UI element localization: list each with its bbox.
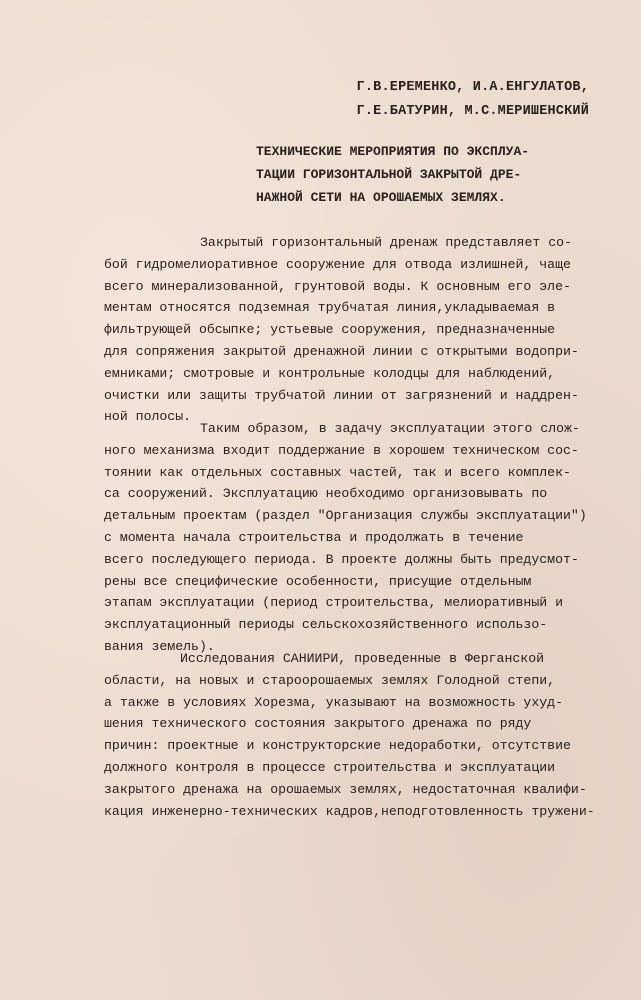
paragraph-2 (104, 418, 604, 658)
paragraph-line: детальным проектам (раздел "Организация службы эксплуатации") (104, 508, 587, 524)
paragraph-line: а также в условиях Хорезма, указывают на возможность ухуд- (104, 694, 563, 710)
paragraph-line: рены все специфические особенности, присущие отдельным (104, 573, 532, 589)
authors-line-1: Г.В.ЕРЕМЕНКО, И.А.ЕНГУЛАТОВ, (356, 80, 589, 95)
paragraph-line: тоянии как отдельных составных частей, так и всего комплек- (104, 464, 571, 480)
paragraph-line: Закрытый горизонтальный дренаж представляет со- (200, 235, 572, 250)
title-line: ТАЦИИ ГОРИЗОНТАЛЬНОЙ ЗАКРЫТОЙ ДРЕ- (256, 167, 522, 182)
paragraph-line: бой гидромелиоративное сооружение для отвода излишней, чаще (104, 256, 571, 272)
paragraph-line: области, на новых и староорошаемых землях Голодной степи, (104, 672, 556, 688)
paragraph-line: емниками; смотровые и контрольные колодцы для наблюдений, (104, 365, 556, 381)
paragraph-line: с момента начала строительства и продолжать в течение (104, 529, 524, 545)
paragraph-line: шения технического состояния закрытого дренажа по ряду (104, 716, 532, 732)
authors-line-2: Г.Е.БАТУРИН, М.С.МЕРИШЕНСКИЙ (356, 104, 589, 119)
paragraph-line: са сооружений. Эксплуатацию необходимо организовывать по (104, 486, 548, 502)
title-line: ТЕХНИЧЕСКИЕ МЕРОПРИЯТИЯ ПО ЭКСПЛУА- (256, 144, 530, 159)
paragraph-line: должного контроля в процессе строительства и эксплуатации (104, 759, 556, 775)
authors-block (357, 76, 589, 124)
paragraph-1 (104, 232, 604, 428)
paragraph-line: очистки или защиты трубчатой линии от загрязнений и наддрен- (104, 387, 579, 403)
paragraph-line: закрытого дренажа на орошаемых землях, недостаточная квалифи- (104, 781, 587, 797)
paragraph-line: кация инженерно-технических кадров,неподготовленность тружени- (104, 803, 595, 819)
paragraph-line: Исследования САНИИРИ, проведенные в Ферганской (180, 651, 545, 666)
paragraph-line: вания земель). (104, 638, 215, 654)
paragraph-line: всего последующего периода. В проекте должны быть предусмот- (104, 551, 579, 567)
paragraph-line: фильтрующей обсыпке; устьевые сооружения, предназначенные (104, 322, 556, 338)
paragraph-line: ной полосы. (104, 409, 192, 425)
paragraph-line: ного механизма входит поддержание в хорошем техническом сос- (104, 442, 579, 458)
paragraph-line: всего минерализованной, грунтовой воды. К основным его эле- (104, 278, 571, 294)
title-line: НАЖНОЙ СЕТИ НА ОРОШАЕМЫХ ЗЕМЛЯХ. (256, 190, 506, 205)
paragraph-line: этапам эксплуатации (период строительства, мелиоративный и (104, 595, 563, 611)
paragraph-line: для сопряжения закрытой дренажной линии с открытыми водопри- (104, 343, 579, 359)
paragraph-line: Таким образом, в задачу эксплуатации этого слож- (200, 421, 580, 436)
document-title (256, 140, 596, 209)
paragraph-line: ментам относятся подземная трубчатая линия,укладываемая в (104, 300, 556, 316)
paragraph-3 (104, 648, 604, 822)
paragraph-line: эксплуатационный периоды сельскохозяйственного использо- (104, 617, 548, 633)
paragraph-line: причин: проектные и конструкторские недоработки, отсутствие (104, 738, 571, 754)
